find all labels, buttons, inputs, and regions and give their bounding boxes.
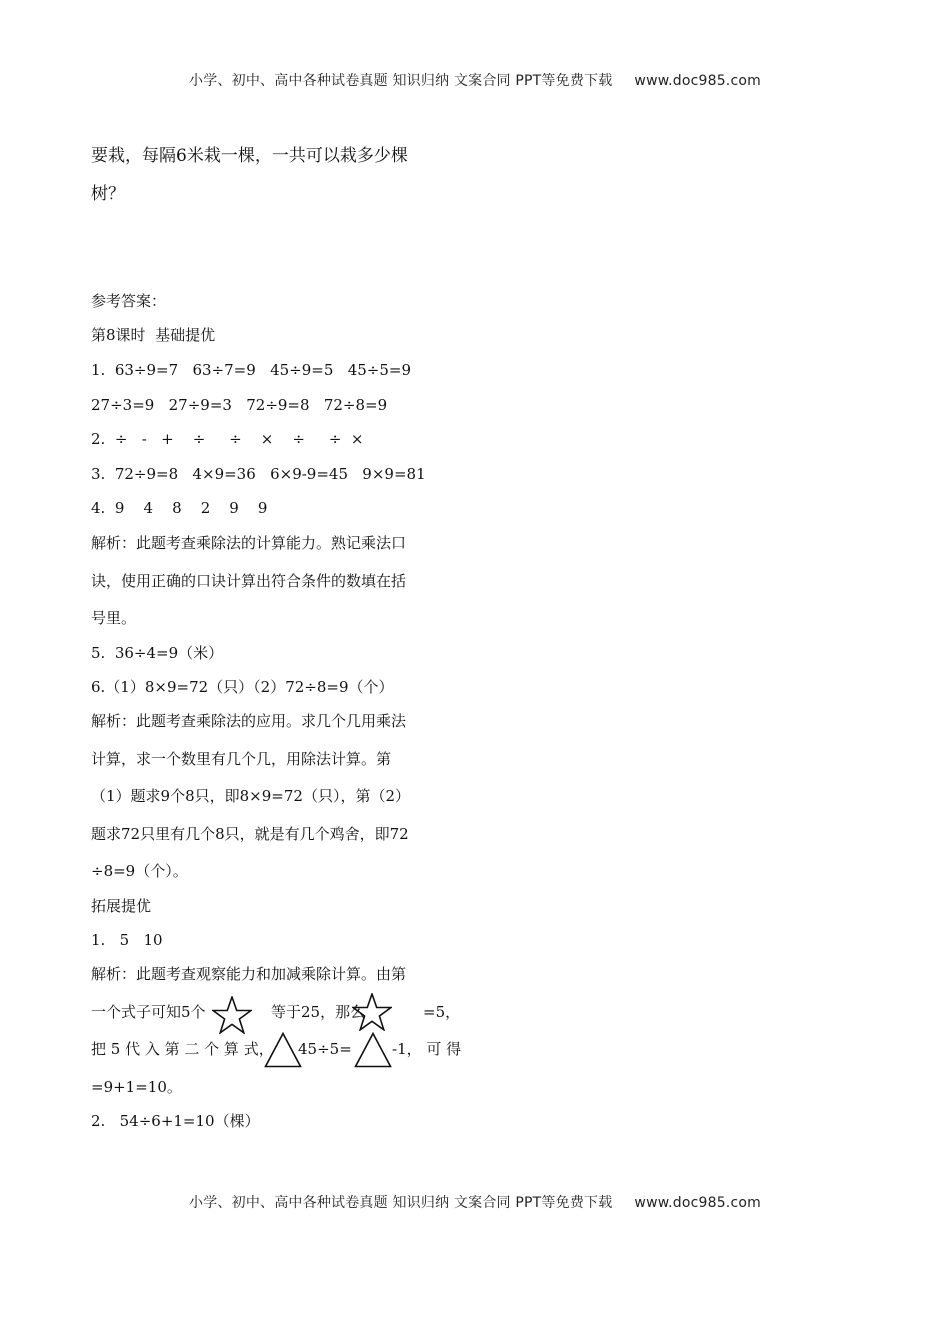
triangle-icon: [354, 1032, 392, 1068]
answer-1-line-2: 27÷3=9 27÷9=3 72÷9=8 72÷8=9: [91, 396, 388, 414]
explain-4-line-1: 解析：此题考查乘除法的计算能力。熟记乘法口: [91, 534, 407, 552]
extension-explain-line-3b: 45÷5=: [298, 1040, 352, 1058]
extension-title: 拓展提优: [91, 897, 152, 915]
extension-explain-line-3a: 把 5 代 入 第 二 个 算 式，: [91, 1040, 274, 1058]
extension-explain-line-4: =9+1=10。: [91, 1078, 182, 1096]
header-text: 小学、初中、高中各种试卷真题 知识归纳 文案合同 PPT等免费下载: [189, 73, 613, 89]
answers-title: 参考答案：: [91, 292, 167, 310]
answer-3: 3. 72÷9=8 4×9=36 6×9-9=45 9×9=81: [91, 465, 426, 483]
explain-6-line-4: 题求72只里有几个8只，就是有几个鸡舍，即72: [91, 825, 409, 843]
explain-6-line-2: 计算，求一个数里有几个几，用除法计算。第: [91, 750, 392, 768]
extension-explain-line-2c: =5，: [423, 1003, 461, 1021]
page-footer: [0, 1192, 950, 1212]
explain-6-line-3: （1）题求9个8只，即8×9=72（只），第（2）: [91, 787, 410, 805]
answer-4: 4. 9 4 8 2 9 9: [91, 499, 268, 517]
extension-explain-line-2a: 一个式子可知5个: [91, 1003, 206, 1021]
answer-2: 2. ÷ - + ÷ ÷ × ÷ ÷ ×: [91, 430, 364, 448]
lesson-title: 第8课时 基础提优: [91, 326, 216, 344]
extension-explain-line-1: 解析：此题考查观察能力和加减乘除计算。由第: [91, 965, 407, 983]
question-line-1: 要栽，每隔6米栽一棵，一共可以栽多少棵: [91, 146, 408, 166]
extension-explain-line-3c: -1， 可 得: [392, 1040, 462, 1058]
extension-explain-line-2b: 等于25，那么: [271, 1003, 366, 1021]
header-site[interactable]: www.doc985.com: [634, 73, 761, 89]
page-header: [0, 70, 950, 90]
explain-4-line-3: 号里。: [91, 609, 137, 627]
explain-4-line-2: 诀，使用正确的口诀计算出符合条件的数填在括: [91, 572, 407, 590]
explain-6-line-5: ÷8=9（个）。: [91, 862, 188, 880]
star-icon: [212, 996, 252, 1034]
star-icon: [352, 993, 392, 1031]
answer-5: 5. 36÷4=9（米）: [91, 644, 224, 662]
answer-1-line-1: 1. 63÷9=7 63÷7=9 45÷9=5 45÷5=9: [91, 361, 412, 379]
triangle-icon: [264, 1032, 302, 1068]
explain-6-line-1: 解析：此题考查乘除法的应用。求几个几用乘法: [91, 712, 407, 730]
footer-site[interactable]: www.doc985.com: [634, 1195, 761, 1211]
question-line-2: 树？: [91, 184, 125, 204]
extension-answer-2: 2. 54÷6+1=10（棵）: [91, 1112, 260, 1130]
extension-answer-1: 1. 5 10: [91, 931, 163, 949]
footer-text: 小学、初中、高中各种试卷真题 知识归纳 文案合同 PPT等免费下载: [189, 1195, 613, 1211]
answer-6: 6.（1）8×9=72（只）（2）72÷8=9（个）: [91, 678, 394, 696]
